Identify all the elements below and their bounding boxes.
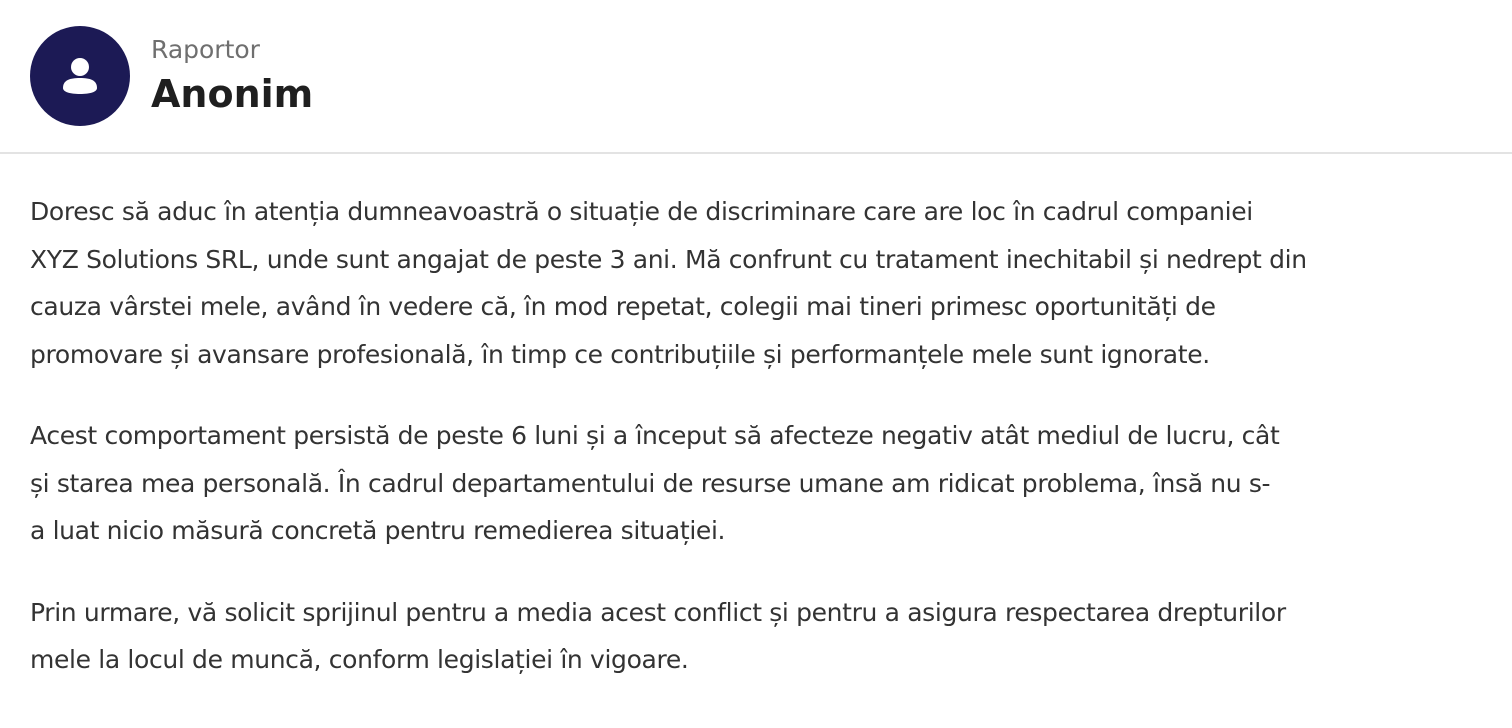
text-line: Prin urmare, vă solicit sprijinul pentru a media acest conflict și pentru a asigura respectarea drepturilor [30,597,1286,627]
reporter-header [0,0,1512,154]
user-icon [60,54,100,98]
text-line: Acest comportament persistă de peste 6 luni și a început să afecteze negativ atât mediul de lucru, cât [30,421,1280,450]
text-line: Doresc să aduc în atenția dumneavoastră o situație de discriminare care are loc în cadrul companiei [30,197,1253,226]
message-paragraph-3 [30,589,1482,684]
reporter-name: Anonim [151,72,314,116]
text-line: mele la locul de muncă, conform legislației în vigoare. [30,645,689,674]
text-line: XYZ Solutions SRL, unde sunt angajat de peste 3 ani. Mă confrunt cu tratament inechitabil și nedrept din [30,244,1307,274]
message-paragraph-1 [30,188,1482,378]
reporter-info [151,35,313,117]
report-message [0,154,1512,684]
message-paragraph-2 [30,412,1482,555]
text-line: și starea mea personală. În cadrul departamentului de resurse umane am ridicat problema, însă nu s- [30,468,1271,498]
avatar [30,26,130,126]
reporter-label: Raportor [151,35,260,64]
text-line: promovare și avansare profesională, în timp ce contribuțiile și performanțele mele sunt ignorate. [30,339,1210,369]
text-line: cauza vârstei mele, având în vedere că, în mod repetat, colegii mai tineri primesc oportunități de [30,292,1216,321]
text-line: a luat nicio măsură concretă pentru remedierea situației. [30,516,726,545]
